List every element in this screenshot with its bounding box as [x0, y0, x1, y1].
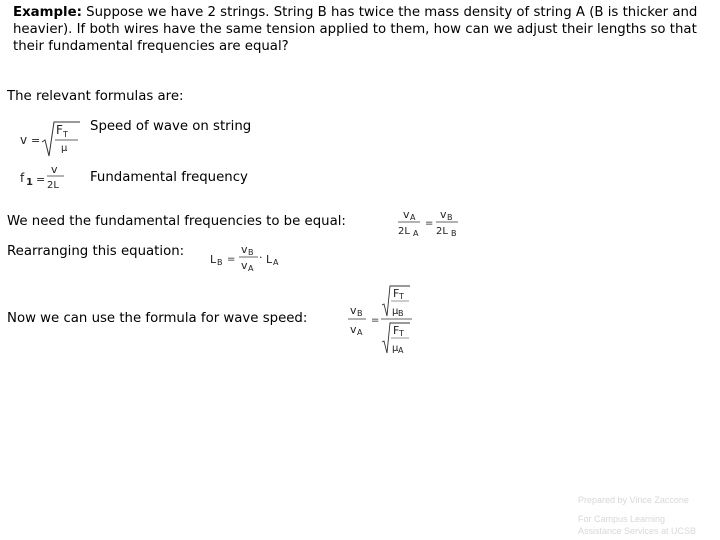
math-mu: μ [61, 143, 68, 154]
math-equals-2: = [36, 173, 46, 186]
footer-line-2: For Campus Learning [578, 514, 666, 524]
rearranging-text: Rearranging this equation: [7, 244, 185, 259]
math-B-sub: B [447, 213, 453, 222]
math-equals-3: = [425, 218, 434, 229]
math-equals-5: = [371, 315, 380, 326]
speed-label: Speed of wave on string [90, 119, 252, 134]
math-f: f [20, 171, 25, 185]
math-vA: v [403, 208, 410, 221]
math-equals-4: = [227, 254, 236, 265]
math-vB-2: v [241, 243, 248, 256]
math-vA-3: v [350, 323, 357, 336]
footer-line-3: Assistance Services at UCSB [578, 526, 697, 536]
math-F: F [56, 123, 63, 137]
wave-speed-text: Now we can use the formula for wave speed: [7, 311, 308, 326]
math-B-sub-2: B [451, 229, 457, 238]
math-A-sub: A [410, 213, 416, 222]
math-B-sub-5: B [357, 309, 363, 318]
example-text: Suppose we have 2 strings. String B has twice the mass density of string A (B is thicker and heavier). If both wires have the same tension applied to them, how can we adjust their lengths so that their fundamental frequencies are equal? [13, 5, 698, 54]
math-A-sub-4: A [273, 258, 279, 267]
math-equals: = [31, 134, 41, 147]
math-B-sub-6: B [398, 309, 404, 318]
math-vB: v [440, 208, 447, 221]
math-dot: · [259, 251, 263, 264]
math-B-sub-4: B [248, 248, 254, 257]
math-A-sub-2: A [413, 229, 419, 238]
math-F-2: F [393, 287, 400, 300]
equal-frequencies-formula [396, 206, 466, 240]
math-A-sub-6: A [398, 346, 404, 355]
footer-prepared-by: Prepared by Vince Zaccone [578, 495, 689, 505]
fundamental-frequency-formula [20, 162, 80, 194]
math-T-sub-2: T [399, 292, 404, 301]
math-vB-3: v [350, 304, 357, 317]
math-T-sub-3: T [399, 329, 404, 338]
math-v-num: v [51, 163, 58, 176]
example-label: Example: [13, 5, 82, 20]
math-v: v [20, 133, 28, 147]
math-mu-2: μ [392, 306, 399, 317]
math-LB: L [210, 253, 217, 266]
math-B-sub-3: B [217, 258, 223, 267]
math-A-sub-5: A [357, 328, 363, 337]
velocity-ratio-formula [348, 283, 418, 357]
math-A-sub-3: A [248, 264, 254, 273]
math-vA-2: v [241, 259, 248, 272]
math-2L: 2L [47, 180, 59, 191]
math-one-sub: 1 [26, 177, 33, 188]
math-T-sub: T [63, 130, 68, 139]
math-2LB: 2L [436, 226, 448, 237]
formulas-heading: The relevant formulas are: [7, 89, 184, 104]
frequency-label: Fundamental frequency [90, 170, 248, 185]
rearranged-formula [210, 241, 290, 275]
math-F-3: F [393, 324, 400, 337]
equal-frequencies-text: We need the fundamental frequencies to be equal: [7, 214, 346, 229]
math-2LA: 2L [398, 226, 410, 237]
math-mu-3: μ [392, 343, 399, 354]
wave-speed-formula [20, 118, 80, 160]
example-paragraph [13, 4, 713, 55]
math-LA: L [266, 253, 273, 266]
